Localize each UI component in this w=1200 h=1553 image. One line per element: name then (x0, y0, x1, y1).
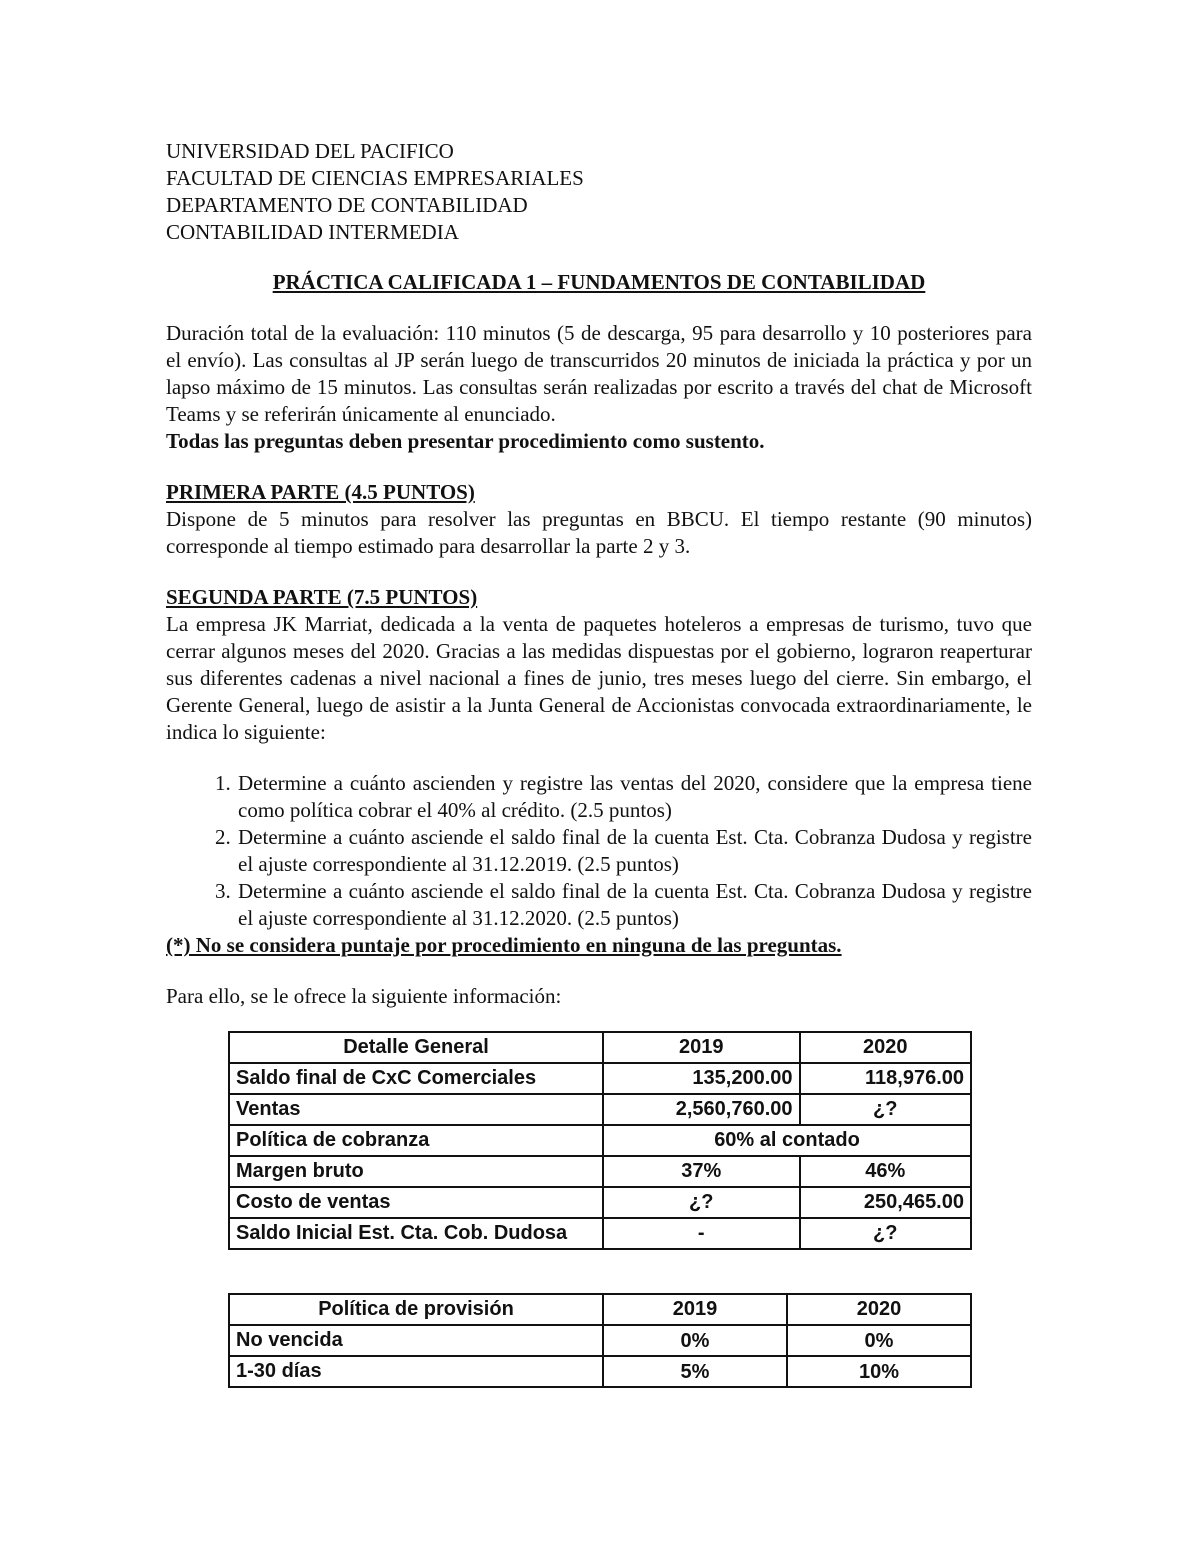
cell-2020: 250,465.00 (800, 1187, 971, 1218)
column-header: 2020 (787, 1294, 971, 1325)
column-header: Política de provisión (229, 1294, 603, 1325)
instructions-bold-note: Todas las preguntas deben presentar procedimiento como sustento. (166, 429, 765, 453)
table-header-row (229, 1032, 971, 1063)
column-header: Detalle General (229, 1032, 603, 1063)
cell-2019: 135,200.00 (603, 1063, 800, 1094)
general-detail-table (228, 1031, 972, 1250)
procedure-note: (*) No se considera puntaje por procedimiento en ninguna de las preguntas. (166, 933, 842, 957)
cell-2020: 0% (787, 1325, 971, 1356)
row-label: Política de cobranza (229, 1125, 603, 1156)
column-header: 2020 (800, 1032, 971, 1063)
row-label: Saldo final de CxC Comerciales (229, 1063, 603, 1094)
cell-2019: 2,560,760.00 (603, 1094, 800, 1125)
cell-2020: ¿? (800, 1218, 971, 1249)
cell-merged: 60% al contado (603, 1125, 971, 1156)
part2-title: SEGUNDA PARTE (7.5 PUNTOS) (166, 585, 478, 609)
document-page (166, 138, 1032, 1383)
part1-text: Dispone de 5 minutos para resolver las preguntas en BBCU. El tiempo restante (90 minutos) corresponde al tiempo estimado para desarrollar la parte 2 y 3. (166, 507, 1032, 558)
table-row (229, 1187, 971, 1218)
department-name: DEPARTAMENTO DE CONTABILIDAD (166, 193, 528, 217)
column-header: 2019 (603, 1294, 787, 1325)
row-label: 1-30 días (229, 1356, 603, 1387)
info-intro: Para ello, se le ofrece la siguiente información: (166, 984, 562, 1008)
task-item: 1. Determine a cuánto ascienden y registre las ventas del 2020, considere que la empresa tiene como política cobrar el 40% al crédito. (2.5 puntos) (236, 770, 1032, 824)
table-row (229, 1063, 971, 1094)
row-label: Costo de ventas (229, 1187, 603, 1218)
course-name: CONTABILIDAD INTERMEDIA (166, 220, 459, 244)
task-item: 3. Determine a cuánto asciende el saldo final de la cuenta Est. Cta. Cobranza Dudosa y registre el ajuste correspondiente al 31.12.2020. (2.5 puntos) (236, 878, 1032, 932)
row-label: Ventas (229, 1094, 603, 1125)
institution-header (166, 138, 1032, 246)
row-label: Margen bruto (229, 1156, 603, 1187)
cell-2019: 0% (603, 1325, 787, 1356)
cell-2020: 10% (787, 1356, 971, 1387)
cell-2019: - (603, 1218, 800, 1249)
column-header: 2019 (603, 1032, 800, 1063)
cell-2020: 118,976.00 (800, 1063, 971, 1094)
table-row (229, 1325, 971, 1356)
row-label: Saldo Inicial Est. Cta. Cob. Dudosa (229, 1218, 603, 1249)
cell-2019: ¿? (603, 1187, 800, 1218)
cell-2019: 5% (603, 1356, 787, 1387)
exam-title: PRÁCTICA CALIFICADA 1 – FUNDAMENTOS DE CONTABILIDAD (272, 270, 926, 294)
table-header-row (229, 1294, 971, 1325)
table-row (229, 1094, 971, 1125)
part2-text: La empresa JK Marriat, dedicada a la venta de paquetes hoteleros a empresas de turismo, tuvo que cerrar algunos meses del 2020. Gracias a las medidas dispuestas por el gobierno, lograron reaperturar sus diferentes cadenas a nivel nacional a fines de junio, tres meses luego del cierre. Sin embargo, el Gerente General, luego de asistir a la Junta General de Accionistas convocada extraordinariamente, le indica lo siguiente: (166, 612, 1032, 744)
faculty-name: FACULTAD DE CIENCIAS EMPRESARIALES (166, 166, 584, 190)
table-row (229, 1356, 971, 1387)
table-row (229, 1125, 971, 1156)
task-list (166, 770, 1032, 932)
task-item: 2. Determine a cuánto asciende el saldo final de la cuenta Est. Cta. Cobranza Dudosa y registre el ajuste correspondiente al 31.12.2019. (2.5 puntos) (236, 824, 1032, 878)
cell-2020: 46% (800, 1156, 971, 1187)
cell-2020: ¿? (800, 1094, 971, 1125)
cell-2019: 37% (603, 1156, 800, 1187)
instructions-paragraph: Duración total de la evaluación: 110 minutos (5 de descarga, 95 para desarrollo y 10 posteriores para el envío). Las consultas al JP serán luego de transcurridos 20 minutos de iniciada la práctica y por un lapso máximo de 15 minutos. Las consultas serán realizadas por escrito a través del chat de Microsoft Teams y se referirán únicamente al enunciado. (166, 321, 1032, 426)
row-label: No vencida (229, 1325, 603, 1356)
provision-policy-table (228, 1293, 972, 1388)
part1-title: PRIMERA PARTE (4.5 PUNTOS) (166, 480, 475, 504)
table-row (229, 1156, 971, 1187)
university-name: UNIVERSIDAD DEL PACIFICO (166, 139, 454, 163)
table-row (229, 1218, 971, 1249)
